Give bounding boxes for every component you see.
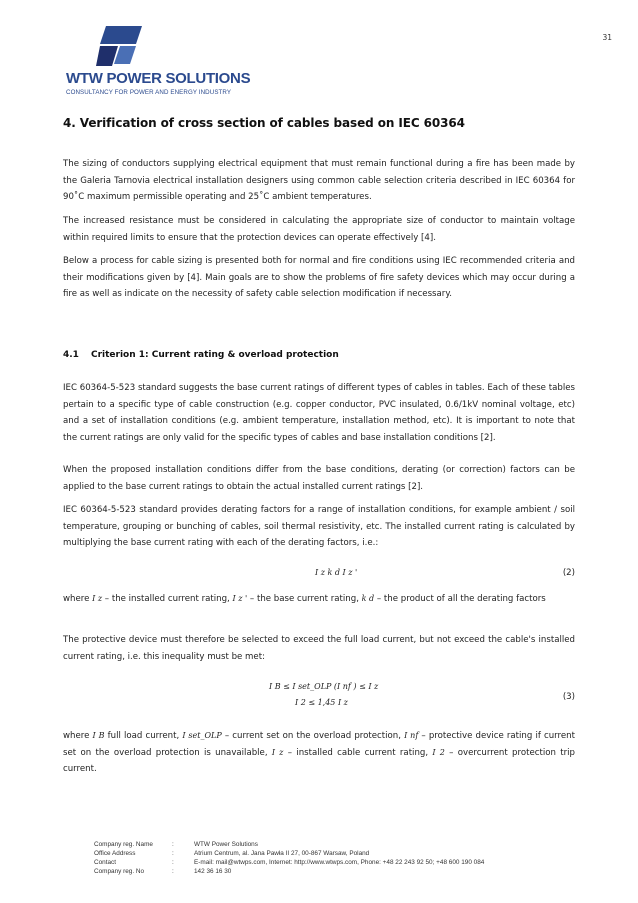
footer-separator: : <box>172 859 174 866</box>
footer-value: Atrium Centrum, al. Jana Pawła II 27, 00-867 Warsaw, Poland <box>194 850 370 857</box>
footer-row <box>94 858 484 867</box>
paragraph: Below a process for cable sizing is presented both for normal and fire conditions using IEC recommended criteria and their modifications given by [4]. Main goals are to show the problems of fire safety devices which may occur during a fire as well as indicate on the necessity of safety cable selection modification if necessary. <box>63 256 575 299</box>
equation-3 <box>63 682 575 722</box>
paragraph: IEC 60364-5-523 standard suggests the base current ratings of different types of cables in tables. Each of these tables pertain to a specific type of cable construction (e.g. copper conductor, PVC insulated, 0.6/1kV nominal voltage, etc) and a set of installation conditions (e.g. ambient temperature, installation method, etc). It is important to note that the current ratings are only valid for the specific types of cables and base installation conditions [2]. <box>63 383 575 443</box>
symbol: I 2 <box>432 747 445 757</box>
symbol: I B <box>92 731 105 740</box>
document-body <box>63 110 575 774</box>
paragraph: The sizing of conductors supplying electrical equipment that must remain functional during a fire has been made by the Galeria Tarnovia electrical installation designers using common cable selection criteria described in IEC 60364 for 90˚C maximum permissible operating and 25˚C ambient temperatures. <box>63 159 575 202</box>
symbol: I set_OLP <box>182 731 222 740</box>
equation-2 <box>63 568 575 582</box>
equation-3-line-2: I 2 ≤ 1,45 I z <box>295 698 348 707</box>
logo-mark-icon <box>96 26 142 66</box>
paragraph: IEC 60364-5-523 standard provides derating factors for a range of installation conditions, for example ambient / soil temperature, grouping or bunching of cables, soil thermal resistivity, etc. The installed current rating is calculated by multiplying the base current rating with each of the derating factors, i.e.: <box>63 505 575 548</box>
footer-value: 142 36 16 30 <box>194 868 232 875</box>
footer-label: Company reg. Name <box>94 841 153 848</box>
symbol: I z ' <box>232 594 248 603</box>
section-title: 4. Verification of cross section of cables based on IEC 60364 <box>63 116 465 130</box>
logo-name: WTW POWER SOLUTIONS <box>66 70 251 87</box>
logo-tagline: CONSULTANCY FOR POWER AND ENERGY INDUSTRY <box>66 89 232 96</box>
equation-2-expression: I z k d I z ' <box>315 568 358 577</box>
footer-row <box>94 867 484 876</box>
equation-2-number: (2) <box>562 568 575 578</box>
footer-separator: : <box>172 850 174 857</box>
subsection-heading <box>63 350 339 360</box>
footer-separator: : <box>172 868 174 875</box>
symbol: I z <box>271 747 284 757</box>
footer-separator: : <box>172 841 174 848</box>
footer-label: Company reg. No <box>94 868 145 875</box>
subsection-title: Criterion 1: Current rating & overload protection <box>91 350 339 360</box>
footer-label: Contact <box>94 859 117 866</box>
footer-row <box>94 849 484 858</box>
where-definitions-3: where I B full load current, I set_OLP – current set on the overload protection, I nf – protective device rating if current set on the overload protection is unavailable, I z – installed cable current rating, I 2 – overcurrent protection trip current. <box>63 731 575 774</box>
where-definitions-2: where I z – the installed current rating, I z ' – the base current rating, k d – the product of all the derating factors <box>63 594 546 604</box>
symbol: k d <box>361 594 375 603</box>
page-footer <box>94 840 484 876</box>
footer-label: Office Address <box>94 850 136 857</box>
paragraph: The protective device must therefore be selected to exceed the full load current, but not exceed the cable's installed current rating, i.e. this inequality must be met: <box>63 635 575 662</box>
footer-value: WTW Power Solutions <box>194 841 258 848</box>
footer-row <box>94 840 484 849</box>
footer-value: E-mail: mail@wtwps.com, Internet: http://www.wtwps.com, Phone: +48 22 243 92 50; +48 600 190 084 <box>194 859 485 866</box>
paragraph: The increased resistance must be considered in calculating the appropriate size of conductor to maintain voltage within required limits to ensure that the protection devices can operate effectively [4]. <box>63 216 575 243</box>
equation-3-number: (3) <box>562 692 575 702</box>
paragraph: When the proposed installation conditions differ from the base conditions, derating (or correction) factors can be applied to the base current ratings to obtain the actual installed current ratings [2]. <box>63 465 575 492</box>
symbol: I nf <box>404 731 419 740</box>
subsection-number: 4.1 <box>63 350 79 360</box>
page-number: 31 <box>602 33 612 42</box>
equation-3-line-1: I B ≤ I set_OLP (I nf ) ≤ I z <box>269 682 379 691</box>
company-logo <box>66 26 276 98</box>
symbol: I z <box>92 594 103 603</box>
